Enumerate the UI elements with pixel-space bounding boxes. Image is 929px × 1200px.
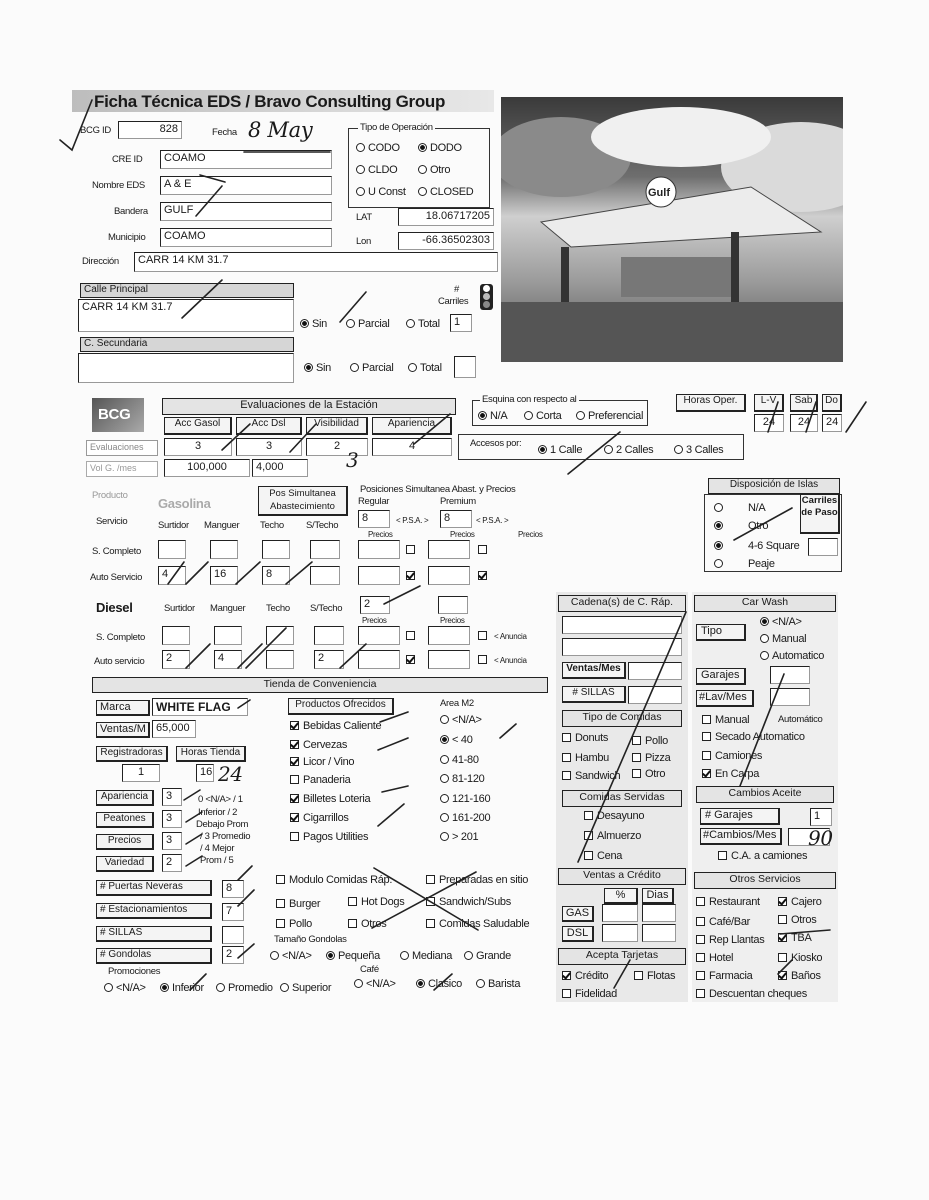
islas-otro[interactable]: Otro: [714, 520, 768, 532]
horas-tienda-handwritten: 24: [218, 762, 243, 786]
servida-almuerzo[interactable]: Almuerzo: [584, 830, 641, 842]
apariencia-label: Apariencia: [96, 790, 154, 806]
dsl-s-completo-label: S. Completo: [96, 632, 145, 643]
gas-as-regular-check[interactable]: [406, 570, 419, 582]
tam-mediana[interactable]: Mediana: [400, 950, 452, 962]
regular-psa-field[interactable]: 8: [358, 510, 390, 528]
tipo-comidas-title: Tipo de Comidas: [562, 710, 682, 727]
cafe-na[interactable]: <N/A>: [354, 978, 396, 990]
cafe-clasico[interactable]: Clasico: [416, 978, 462, 990]
dsl-sc-price[interactable]: [358, 626, 400, 645]
eval-apariencia[interactable]: Apariencia: [372, 417, 452, 435]
cadena-field-2[interactable]: [562, 638, 682, 656]
area-201[interactable]: > 201: [440, 831, 478, 843]
dsl-sc-anuncia: < Anuncia: [494, 632, 527, 641]
op-uconst[interactable]: U Const: [356, 186, 406, 198]
eval-value-1[interactable]: 3: [164, 438, 232, 456]
carwash-automatico[interactable]: Automatico: [760, 650, 824, 662]
otros-cafe-bar[interactable]: Café/Bar: [696, 916, 750, 928]
credito-dsl-pct[interactable]: [602, 924, 638, 942]
dsl-sc-1[interactable]: [162, 626, 190, 645]
producto-label: Producto: [92, 490, 128, 501]
promo-superior[interactable]: Superior: [280, 982, 331, 994]
cadena-title: Cadena(s) de C. Ráp.: [558, 595, 686, 612]
gas-as-2[interactable]: 16: [210, 566, 238, 585]
comidas-servidas-title: Comidas Servidas: [562, 790, 682, 807]
otros-tba[interactable]: TBA: [778, 932, 812, 944]
otros-farmacia[interactable]: Farmacia: [696, 970, 752, 982]
lon-label: Lon: [356, 236, 371, 247]
gas-as-premium-price[interactable]: [428, 566, 470, 585]
tam-gondolas-label: Tamaño Gondolas: [274, 934, 347, 945]
gas-auto-servicio-label: Auto Servicio: [90, 572, 143, 583]
comida-hambu[interactable]: Hambu: [562, 752, 609, 764]
carwash-manual[interactable]: Manual: [760, 633, 806, 645]
dsl-psa-field[interactable]: 2: [360, 596, 390, 614]
comida-sandwich[interactable]: Sandwich: [562, 770, 620, 782]
dsl-col-surtidor: Surtidor: [164, 603, 195, 614]
area-120[interactable]: 81-120: [440, 773, 484, 785]
direccion-field[interactable]: CARR 14 KM 31.7: [134, 252, 498, 272]
tienda-sillas-field[interactable]: [222, 926, 244, 944]
accesos-label: Accesos por:: [470, 438, 522, 449]
bcg-id-field[interactable]: 828: [118, 121, 182, 139]
acceso-3-calles[interactable]: 3 Calles: [674, 444, 723, 456]
eval-row-label: Evaluaciones: [86, 440, 158, 456]
aceite-cambios-button[interactable]: #Cambios/Mes: [700, 828, 782, 845]
acceso-2-calles[interactable]: 2 Calles: [604, 444, 653, 456]
tarjeta-fidelidad[interactable]: Fidelidad: [562, 988, 617, 1000]
diesel-label: Diesel: [96, 600, 133, 615]
bandera-label: Bandera: [114, 206, 148, 217]
carwash-camiones[interactable]: Camiones: [702, 750, 762, 762]
vol-row-label: Vol G. /mes: [86, 461, 158, 477]
estac-field[interactable]: 7: [222, 903, 244, 921]
acceso-1-calle[interactable]: 1 Calle: [538, 444, 582, 456]
carriles-paso-button[interactable]: Carriles de Paso: [800, 494, 840, 534]
cs-parcial[interactable]: Parcial: [350, 362, 394, 374]
sillas-field[interactable]: [628, 686, 682, 704]
gas-s-completo-label: S. Completo: [92, 546, 141, 557]
cs-sin[interactable]: Sin: [304, 362, 331, 374]
operacion-label: Tipo de Operación: [360, 122, 433, 133]
gas-sc-regular-price[interactable]: [358, 540, 400, 559]
area-160[interactable]: 121-160: [440, 793, 490, 805]
gas-col-techo: Techo: [260, 520, 284, 531]
dsl-as-price-2[interactable]: [428, 650, 470, 669]
prod-loteria[interactable]: Billetes Loteria: [290, 793, 370, 805]
carwash-lav-button[interactable]: #Lav/Mes: [696, 690, 754, 707]
horas-do-header: Do: [822, 394, 842, 412]
carwash-check-automatico: Automático: [778, 714, 823, 725]
regular-precios-label: Precios: [368, 530, 393, 539]
lon-field[interactable]: -66.36502303: [398, 232, 494, 250]
mod-preparadas[interactable]: Preparadas en sitio: [426, 874, 528, 886]
mod-hot-dogs[interactable]: Hot Dogs: [348, 896, 404, 908]
ventas-mes-field[interactable]: [628, 662, 682, 680]
tam-grande[interactable]: Grande: [464, 950, 511, 962]
prod-panaderia[interactable]: Panaderia: [290, 774, 350, 786]
tam-pequena[interactable]: Pequeña: [326, 950, 380, 962]
calle-principal-header: Calle Principal: [80, 283, 294, 298]
horas-oper-label[interactable]: Horas Oper.: [676, 394, 746, 412]
mod-burger[interactable]: Burger: [276, 898, 320, 910]
prod-bebidas[interactable]: Bebidas Caliente: [290, 720, 381, 732]
servida-cena[interactable]: Cena: [584, 850, 622, 862]
ventas-m-label: Ventas/M: [96, 722, 150, 738]
ventas-mes-button[interactable]: Ventas/Mes: [562, 662, 626, 679]
islas-square[interactable]: 4-6 Square: [714, 540, 799, 552]
otros-cajero[interactable]: Cajero: [778, 896, 822, 908]
horas-tienda-label: Horas Tienda: [176, 746, 246, 762]
islas-peaje[interactable]: Peaje: [714, 558, 775, 570]
otros-descuentan[interactable]: Descuentan cheques: [696, 988, 807, 1000]
svg-text:Gulf: Gulf: [648, 187, 670, 199]
scale-3: Debajo Prom: [196, 819, 249, 830]
esquina-corta[interactable]: Corta: [524, 410, 561, 422]
prod-cigarrillos[interactable]: Cigarrillos: [290, 812, 349, 824]
premium-precios-label: Precios: [450, 530, 475, 539]
ventas-credito-title: Ventas a Crédito: [558, 868, 686, 885]
gas-sc-4[interactable]: [310, 540, 340, 559]
gasolina-label: Gasolina: [158, 496, 211, 511]
promo-promedio[interactable]: Promedio: [216, 982, 273, 994]
regular-label: Regular: [358, 496, 390, 507]
estac-label: # Estacionamientos: [96, 903, 212, 919]
aceite-ca-camiones[interactable]: C.A. a camiones: [718, 850, 807, 862]
dsl-sc-check[interactable]: [406, 630, 419, 642]
op-dodo[interactable]: DODO: [418, 142, 462, 154]
op-cldo[interactable]: CLDO: [356, 164, 397, 176]
lat-field[interactable]: 18.06717205: [398, 208, 494, 226]
carwash-title: Car Wash: [694, 595, 836, 612]
gas-as-premium-check[interactable]: [478, 570, 491, 582]
premium-psa-field[interactable]: 8: [440, 510, 472, 528]
carwash-na[interactable]: <N/A>: [760, 616, 802, 628]
posiciones-label: Posiciones Simultanea Abast. y Precios: [360, 484, 516, 495]
scale-6: Prom / 5: [200, 855, 234, 866]
credito-dias-header: Dias: [642, 888, 674, 904]
gas-as-4[interactable]: [310, 566, 340, 585]
otros-hotel[interactable]: Hotel: [696, 952, 733, 964]
dsl-as-1[interactable]: 2: [162, 650, 190, 669]
calle-secundaria-field[interactable]: [78, 353, 294, 383]
dsl-psa-field-2[interactable]: [438, 596, 468, 614]
variedad-field[interactable]: 2: [162, 854, 182, 872]
credito-pct-header: %: [604, 888, 638, 904]
area-40[interactable]: < 40: [440, 734, 473, 746]
registradoras-field[interactable]: 1: [122, 764, 160, 782]
horas-do-field[interactable]: 24: [822, 414, 842, 432]
cre-id-label: CRE ID: [112, 154, 143, 165]
vol-gas-field[interactable]: 100,000: [164, 459, 250, 477]
otros-otros[interactable]: Otros: [778, 914, 816, 926]
registradoras-label: Registradoras: [96, 746, 168, 762]
gas-as-3[interactable]: 8: [262, 566, 290, 585]
cadena-field-1[interactable]: [562, 616, 682, 634]
tienda-sillas-label: # SILLAS: [96, 926, 212, 942]
dsl-sc-4[interactable]: [314, 626, 344, 645]
evaluaciones-title: Evaluaciones de la Estación: [162, 398, 456, 415]
prod-cervezas[interactable]: Cervezas: [290, 739, 347, 751]
comida-pollo[interactable]: Pollo: [632, 735, 668, 747]
gas-col-manguer: Manguer: [204, 520, 240, 531]
carriles-field[interactable]: 1: [450, 314, 472, 332]
cambios-handwritten: 90: [808, 826, 833, 850]
dsl-sc-check-2[interactable]: [478, 630, 491, 642]
servicio-label: Servicio: [96, 516, 128, 527]
gondolas-label: # Gondolas: [96, 948, 212, 964]
credito-dsl-label: DSL: [562, 926, 594, 942]
dsl-as-check-2[interactable]: [478, 654, 491, 666]
dsl-col-techo: Techo: [266, 603, 290, 614]
eval-visibilidad[interactable]: Visibilidad: [306, 417, 368, 435]
area-200[interactable]: 161-200: [440, 812, 490, 824]
marca-label: Marca: [96, 700, 150, 716]
scale-2: Inferior / 2: [198, 807, 238, 818]
direccion-label: Dirección: [82, 256, 119, 267]
precios-field[interactable]: 3: [162, 832, 182, 850]
promo-na[interactable]: <N/A>: [104, 982, 146, 994]
otros-restaurant[interactable]: Restaurant: [696, 896, 760, 908]
dsl-precios-label: Precios: [362, 616, 387, 625]
page-title: Ficha Técnica EDS / Bravo Consulting Group: [94, 92, 446, 111]
horas-lv-field[interactable]: 24: [754, 414, 784, 432]
islas-na[interactable]: N/A: [714, 502, 765, 514]
horas-sab-header: Sab: [790, 394, 818, 412]
carwash-en-carpa[interactable]: En Carpa: [702, 768, 759, 780]
prod-licor[interactable]: Licor / Vino: [290, 756, 354, 768]
gondolas-field[interactable]: 2: [222, 946, 244, 964]
dsl-col-stecho: S/Techo: [310, 603, 343, 614]
eval-value-3[interactable]: 2: [306, 438, 368, 456]
gas-sc-1[interactable]: [158, 540, 186, 559]
islas-title: Disposición de Islas: [708, 478, 840, 494]
dsl-sc-3[interactable]: [266, 626, 294, 645]
promociones-label: Promociones: [108, 966, 161, 977]
carriles-label: Carriles: [438, 296, 469, 307]
promo-inferior[interactable]: Inferior: [160, 982, 204, 994]
cre-id-field[interactable]: COAMO: [160, 150, 332, 169]
op-closed[interactable]: CLOSED: [418, 186, 473, 198]
otros-rep-llantas[interactable]: Rep Llantas: [696, 934, 764, 946]
mod-pollo[interactable]: Pollo: [276, 918, 312, 930]
ventas-m-field[interactable]: 65,000: [152, 720, 196, 738]
cambios-aceite-title: Cambios Aceite: [696, 786, 834, 803]
esquina-label: Esquina con respecto al: [482, 394, 577, 405]
aceite-garajes-field[interactable]: 1: [810, 808, 832, 826]
fecha-label: Fecha: [212, 127, 237, 138]
nombre-label: Nombre EDS: [92, 180, 145, 191]
dsl-as-4[interactable]: 2: [314, 650, 344, 669]
carwash-check-manual[interactable]: Manual: [702, 714, 749, 726]
sillas-button[interactable]: # SILLAS: [562, 686, 626, 703]
horas-sab-field[interactable]: 24: [790, 414, 818, 432]
area-80[interactable]: 41-80: [440, 754, 479, 766]
credito-gas-label: GAS: [562, 906, 594, 922]
area-na[interactable]: <N/A>: [440, 714, 482, 726]
otros-kiosko[interactable]: Kiosko: [778, 952, 822, 964]
carwash-secado[interactable]: Secado Automatico: [702, 731, 805, 743]
horas-lv-header: L-V: [754, 394, 784, 412]
apariencia-field[interactable]: 3: [162, 788, 182, 806]
cafe-barista[interactable]: Barista: [476, 978, 520, 990]
eval-value-2[interactable]: 3: [236, 438, 302, 456]
eval-acc-gasol[interactable]: Acc Gasol: [164, 417, 232, 435]
cafe-label: Café: [360, 964, 379, 975]
carwash-lav-field[interactable]: [770, 688, 810, 706]
gas-col-surtidor: Surtidor: [158, 520, 189, 531]
esquina-preferencial[interactable]: Preferencial: [576, 410, 643, 422]
dsl-sc-price-2[interactable]: [428, 626, 470, 645]
credito-gas-dias[interactable]: [642, 904, 676, 922]
carwash-tipo-button[interactable]: Tipo: [696, 624, 746, 641]
bcg-logo-text: BCG: [98, 406, 131, 423]
gas-sc-premium-check[interactable]: [478, 544, 491, 556]
variedad-label: Variedad: [96, 856, 154, 872]
gas-as-regular-price[interactable]: [358, 566, 400, 585]
num-carriles-label: #: [454, 284, 459, 295]
eval-value-4[interactable]: 4: [372, 438, 452, 456]
municipio-field[interactable]: COAMO: [160, 228, 332, 247]
carwash-garajes-button[interactable]: Garajes: [696, 668, 746, 685]
peatones-field[interactable]: 3: [162, 810, 182, 828]
credito-dsl-dias[interactable]: [642, 924, 676, 942]
cs-carriles-field[interactable]: [454, 356, 476, 378]
gas-col-stecho: S/Techo: [306, 520, 339, 531]
premium-psa-tag: < P.S.A. >: [476, 516, 509, 525]
cp-total[interactable]: Total: [406, 318, 440, 330]
lat-label: LAT: [356, 212, 372, 223]
area-title: Area M2: [440, 698, 474, 709]
comida-donuts[interactable]: Donuts: [562, 732, 608, 744]
bandera-field[interactable]: GULF: [160, 202, 332, 221]
otros-banos[interactable]: Baños: [778, 970, 821, 982]
dsl-as-price[interactable]: [358, 650, 400, 669]
calle-principal-field[interactable]: CARR 14 KM 31.7: [78, 299, 294, 332]
fecha-handwritten: 8 May: [248, 118, 313, 142]
extra-precios-label: Precios: [518, 530, 543, 539]
productos-title: Productos Ofrecidos: [288, 698, 394, 715]
cs-total[interactable]: Total: [408, 362, 442, 374]
station-photo: [501, 97, 843, 362]
gas-sc-regular-check[interactable]: [406, 544, 419, 556]
otros-servicios-title: Otros Servicios: [694, 872, 836, 889]
municipio-label: Municipio: [108, 232, 146, 243]
puertas-label: # Puertas Neveras: [96, 880, 212, 896]
premium-label: Premium: [440, 496, 476, 507]
op-codo[interactable]: CODO: [356, 142, 400, 154]
cp-parcial[interactable]: Parcial: [346, 318, 390, 330]
peatones-label: Peatones: [96, 812, 154, 828]
calle-secundaria-header: C. Secundaria: [80, 337, 294, 352]
aceite-garajes-button[interactable]: # Garajes: [700, 808, 780, 825]
scale-4: / 3 Promedio: [200, 831, 251, 842]
mod-saludable[interactable]: Comidas Saludable: [426, 918, 529, 930]
esquina-na[interactable]: N/A: [478, 410, 507, 422]
dsl-auto-servicio-label: Auto servicio: [94, 656, 145, 667]
mod-sandwich[interactable]: Sandwich/Subs: [426, 896, 511, 908]
regular-psa-tag: < P.S.A. >: [396, 516, 429, 525]
dsl-as-3[interactable]: [266, 650, 294, 669]
dsl-as-check[interactable]: [406, 654, 419, 666]
vol-dsl-field[interactable]: 4,000: [252, 459, 308, 477]
servida-desayuno[interactable]: Desayuno: [584, 810, 644, 822]
comida-otro[interactable]: Otro: [632, 768, 665, 780]
scale-5: / 4 Mejor: [200, 843, 235, 854]
acepta-tarjetas-title: Acepta Tarjetas: [558, 948, 686, 965]
tam-na[interactable]: <N/A>: [270, 950, 312, 962]
eval-acc-dsl[interactable]: Acc Dsl: [236, 417, 302, 435]
credito-gas-pct[interactable]: [602, 904, 638, 922]
traffic-light-icon: [480, 284, 493, 310]
prod-utilities[interactable]: Pagos Utilities: [290, 831, 368, 843]
comida-pizza[interactable]: Pizza: [632, 752, 670, 764]
dsl-precios-label-2: Precios: [440, 616, 465, 625]
nombre-field[interactable]: A & E: [160, 176, 332, 195]
dsl-as-2[interactable]: 4: [214, 650, 242, 669]
gas-sc-2[interactable]: [210, 540, 238, 559]
precios-label: Precios: [96, 834, 154, 850]
scale-1: 0 <N/A> / 1: [198, 794, 243, 805]
tarjeta-credito[interactable]: Crédito: [562, 970, 608, 982]
gas-sc-premium-price[interactable]: [428, 540, 470, 559]
puertas-field[interactable]: 8: [222, 880, 244, 898]
carwash-garajes-field[interactable]: [770, 666, 810, 684]
mod-comidas-rap[interactable]: Modulo Comidas Ráp.: [276, 874, 392, 886]
dsl-sc-2[interactable]: [214, 626, 242, 645]
gas-station-image: [501, 97, 843, 362]
dsl-as-anuncia: < Anuncia: [494, 656, 527, 665]
marca-field[interactable]: WHITE FLAG: [152, 698, 248, 716]
gas-as-1[interactable]: 4: [158, 566, 186, 585]
pos-simultanea-button[interactable]: Pos Simultanea Abastecimiento: [258, 486, 348, 516]
cp-sin[interactable]: Sin: [300, 318, 327, 330]
gas-sc-3[interactable]: [262, 540, 290, 559]
op-otro[interactable]: Otro: [418, 164, 450, 176]
bcg-id-label: BCG ID: [80, 125, 111, 136]
carriles-paso-field[interactable]: [808, 538, 838, 556]
dsl-col-manguer: Manguer: [210, 603, 246, 614]
mod-otros[interactable]: Otros: [348, 918, 386, 930]
visibilidad-handwritten: 3: [346, 448, 359, 472]
horas-tienda-field[interactable]: 16: [196, 764, 214, 782]
tarjeta-flotas[interactable]: Flotas: [634, 970, 675, 982]
tienda-title: Tienda de Conveniencia: [92, 677, 548, 693]
